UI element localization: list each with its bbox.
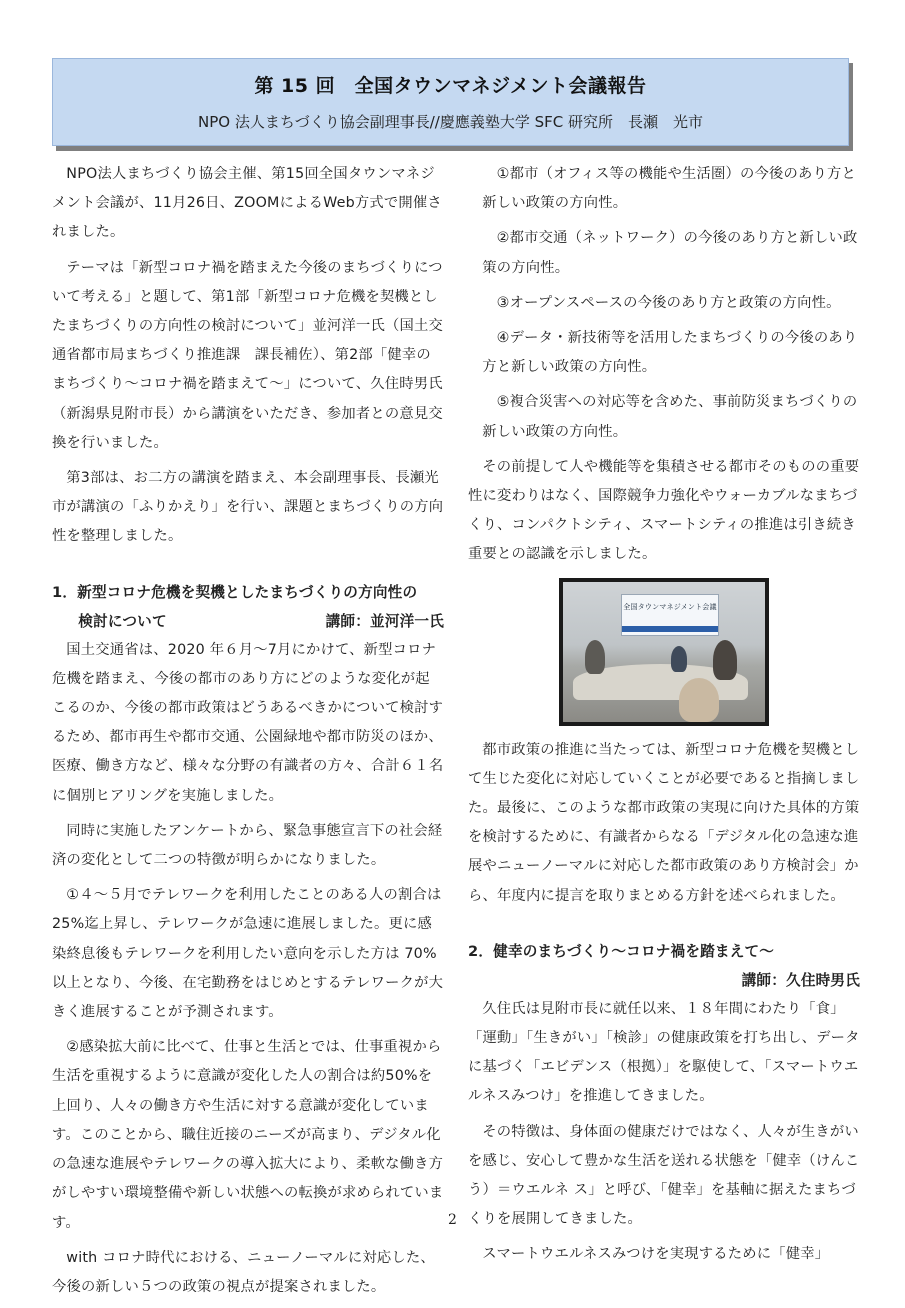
policy-list-item: ④データ・新技術等を活用したまちづくりの今後のあり方と新しい政策の方向性。 <box>482 330 858 376</box>
section-1-paragraph: ①４～５月でテレワークを利用したことのある人の割合は 25%迄上昇し、テレワークが急速に進展しました。更に感染終息後もテレワークを利用したい意向を示した方は 70%以上となり、今後、在宅勤務をはじめとするテレワークが大きく進展することが予測されます。 <box>52 887 444 1021</box>
section-2-heading-title: 2．健幸のまちづくり～コロナ禍を踏まえて～ <box>468 942 775 960</box>
attendee-figure <box>671 646 687 672</box>
section-1-paragraph: ②感染拡大前に比べて、仕事と生活とでは、仕事重視から生活を重視するように意識が変化した人の割合は約50%を上回り、人々の働き方や生活に対する意識が変化しています。このことから、職住近接のニーズが高まり、デジタル化の急速な進展やテレワークの導入拡大により、柔軟な働き方がしやすい環境整備や新しい状態への転換が求められています。 <box>52 1039 444 1231</box>
section-1-paragraph: 国土交通省は、2020 年６月～7月にかけて、新型コロナ危機を踏まえ、今後の都市のあり方にどのような変化が起こるのか、今後の都市政策はどうあるべきかについて検討するため、都市再生や都市交通、公園緑地や都市防災のほか、医療、働き方など、様々な分野の有識者の方々、合計６１名に個別ヒアリングを実施しました。 <box>52 641 444 804</box>
body-paragraph: その前提して人や機能等を集積させる都市そのものの重要性に変わりはなく、国際競争力強化やウォーカブルなまちづくり、コンパクトシティ、スマートシティの推進は引き続き重要との認識を示しました。 <box>468 458 860 563</box>
page-title: 第 15 回 全国タウンマネジメント会議報告 <box>254 75 647 97</box>
projection-screen <box>621 594 719 636</box>
section-2-paragraph: 久住氏は見附市長に就任以来、１８年間にわたり「食」「運動」「生きがい」「検診」の健康政策を打ち出し、データに基づく「エビデンス（根拠）」を駆使して、「スマートウエルネスみつけ」を推進してきました。 <box>468 1000 860 1105</box>
intro-paragraph: 第3部は、お二方の講演を踏まえ、本会副理事長、長瀬光市が講演の「ふりかえり」を行い、課題とまちづくりの方向性を整理しました。 <box>52 470 444 545</box>
section-1-heading <box>52 578 444 636</box>
section-2-heading <box>468 937 860 995</box>
section-2-speaker: 講師：久住時男氏 <box>741 971 860 989</box>
policy-list-item: ①都市（オフィス等の機能や生活圏）の今後のあり方と新しい政策の方向性。 <box>482 166 856 212</box>
left-column <box>52 160 444 1308</box>
attendee-figure <box>585 640 605 674</box>
section-2-paragraph: スマートウエルネスみつけを実現するために「健幸」 <box>482 1246 830 1263</box>
intro-paragraph: NPO法人まちづくり協会主催、第15回全国タウンマネジメント会議が、11月26日、ZOOMによるWeb方式で開催されました。 <box>52 166 442 241</box>
policy-list-item: ⑤複合災害への対応等を含めた、事前防災まちづくりの新しい政策の方向性。 <box>482 394 858 440</box>
section-1-speaker: 講師：並河洋一氏 <box>325 612 444 630</box>
projection-screen-text: 全国タウンマネジメント会議 <box>623 602 717 611</box>
page-number: 2 <box>448 1212 457 1228</box>
intro-paragraph: テーマは「新型コロナ禍を踏まえた今後のまちづくりについて考える」と題して、第1部「新型コロナ危機を契機としたまちづくりの方向性の検討について」並河洋一氏（国土交通省都市局まちづくり推進課 課長補佐）、第2部「健幸のまちづくり～コロナ禍を踏まえて～」について、久住時男氏（新潟県見附市長）から講演をいただき、参加者との意見交換を行いました。 <box>52 259 443 451</box>
attendee-figure <box>713 640 737 680</box>
section-1-paragraph: with コロナ時代における、ニューノーマルに対応した、今後の新しい５つの政策の視点が提案されました。 <box>52 1249 435 1295</box>
author-line: NPO 法人まちづくり協会副理事長//慶應義塾大学 SFC 研究所 長瀬 光市 <box>198 113 703 131</box>
section-1-heading-line1: 1．新型コロナ危機を契機としたまちづくりの方向性の <box>52 583 418 601</box>
section-1-paragraph: 同時に実施したアンケートから、緊急事態宣言下の社会経済の変化として二つの特徴が明らかになりました。 <box>52 822 443 869</box>
attendee-figure <box>679 678 719 722</box>
body-paragraph: 都市政策の推進に当たっては、新型コロナ危機を契機として生じた変化に対応していくことが必要であると指摘しました。最後に、このような都市政策の実現に向けた具体的方策を検討するために、有識者からなる「デジタル化の急速な進展やニューノーマルに対応した都市政策のあり方検討会」から、年度内に提言を取りまとめる方針を述べられました。 <box>468 741 860 904</box>
policy-list-item: ②都市交通（ネットワーク）の今後のあり方と新しい政策の方向性。 <box>482 230 858 276</box>
section-1-heading-line2: 検討について <box>78 612 167 630</box>
policy-list-item: ③オープンスペースの今後のあり方と政策の方向性。 <box>496 294 841 311</box>
meeting-photo <box>559 578 769 726</box>
right-column <box>468 160 860 1276</box>
title-banner <box>52 58 849 146</box>
section-2-paragraph: その特徴は、身体面の健康だけではなく、人々が生きがいを感じ、安心して豊かな生活を送れる状態を「健幸（けんこう）＝ウエルネ ス」と呼び、「健幸」を基軸に据えたまちづくりを展開してきました。 <box>468 1123 860 1228</box>
